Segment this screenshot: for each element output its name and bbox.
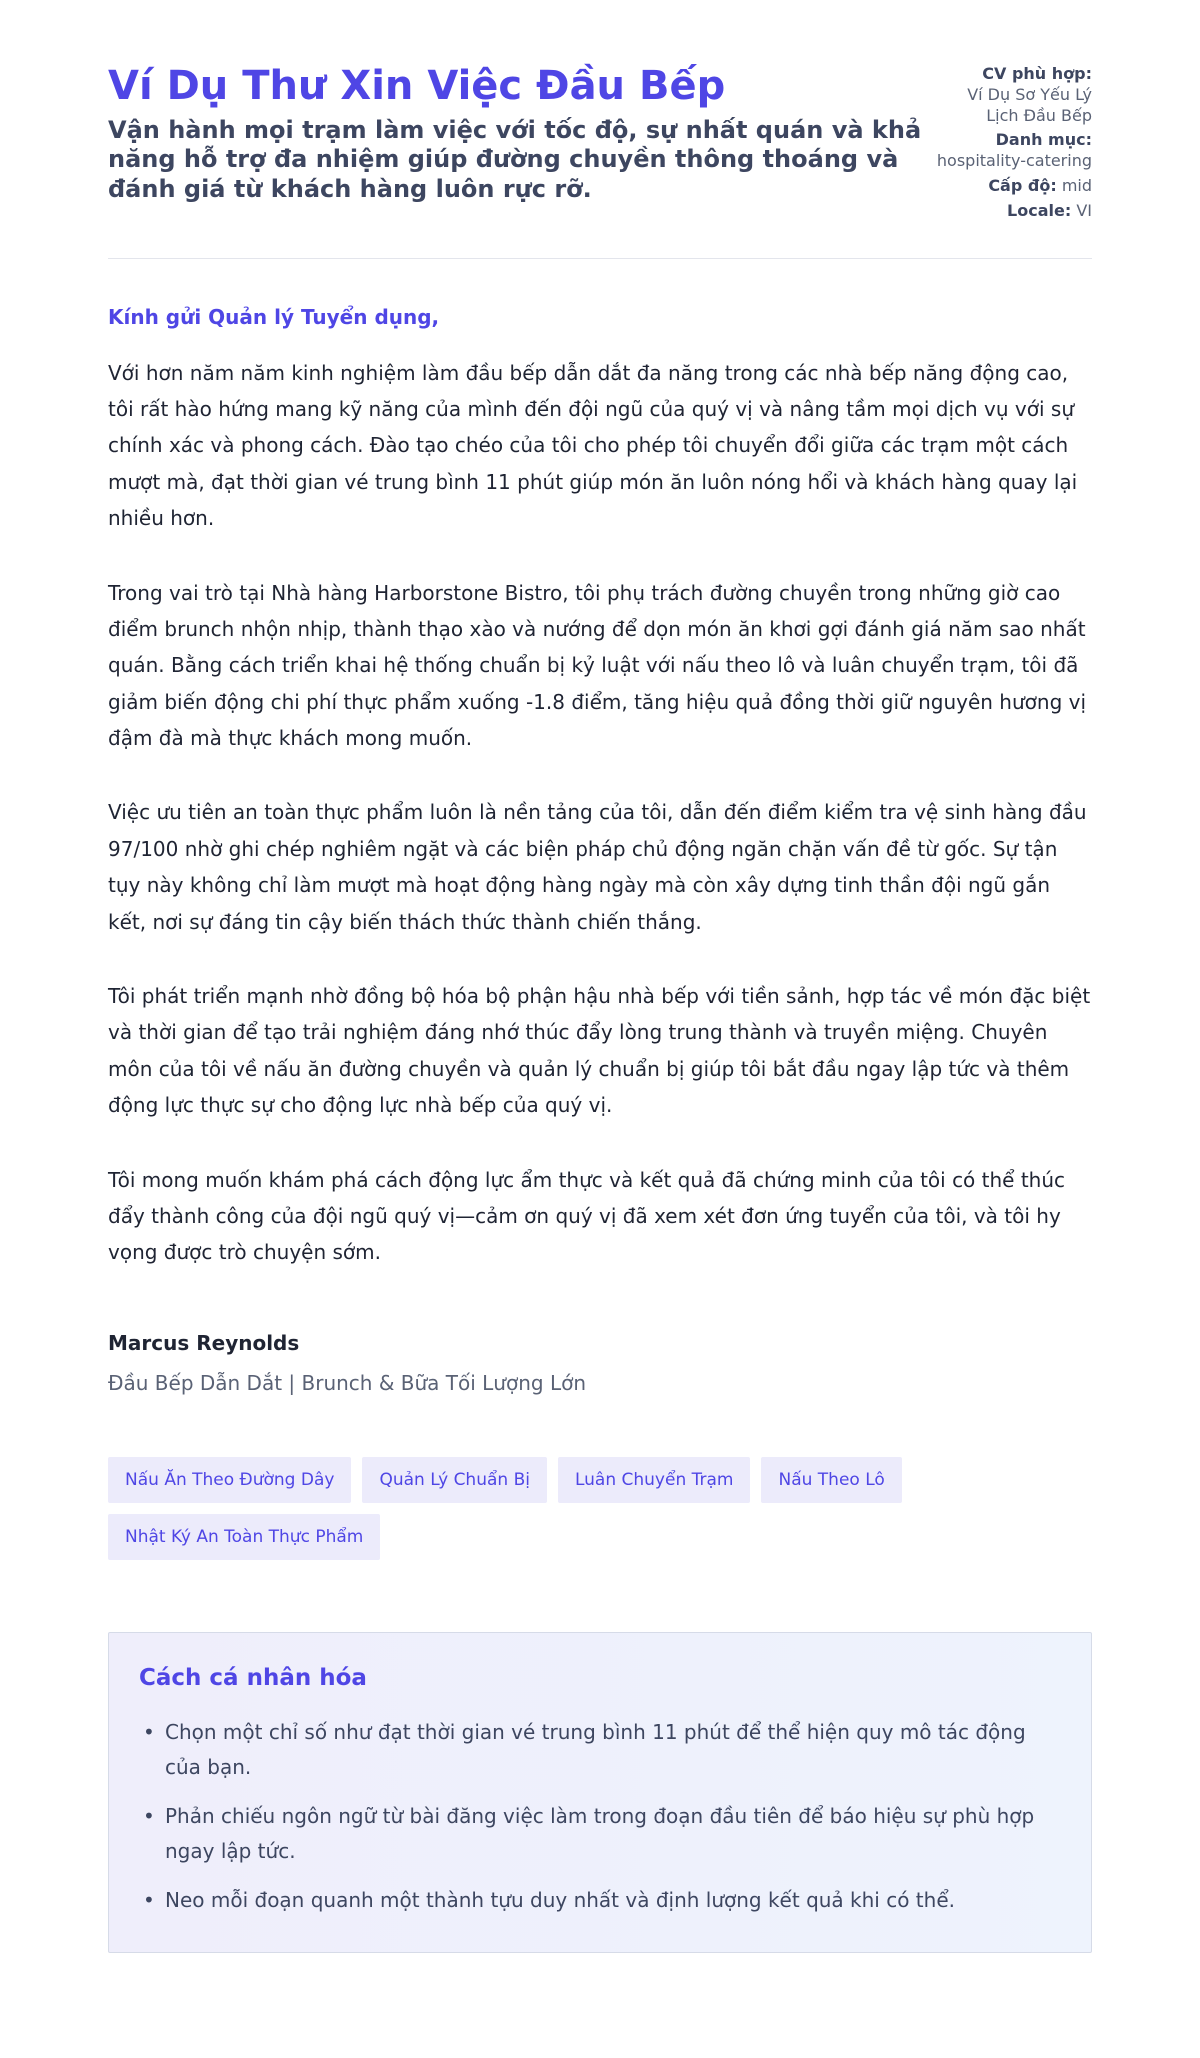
meta-category-value: hospitality-catering — [936, 151, 1092, 171]
letter-paragraph: Tôi phát triển mạnh nhờ đồng bộ hóa bộ phận hậu nhà bếp với tiền sảnh, hợp tác về món đặc biệt và thời gian để tạo trải nghiệm đáng nhớ thúc đẩy lòng trung thành và truyền miệng. Chuyên môn của tôi về nấu ăn đường chuyền và quản lý chuẩn bị giúp tôi bắt đầu ngay lập tức và thêm động lực thực sự cho động lực nhà bếp của quý vị. — [108, 984, 1091, 1118]
bullet-icon: • — [143, 1887, 155, 1912]
page-subtitle: Vận hành mọi trạm làm việc với tốc độ, sự nhất quán và khả năng hỗ trợ đa nhiệm giúp đường chuyền thông thoáng và đánh giá từ khách hàng luôn rực rỡ. — [108, 116, 922, 203]
meta-locale-label: Locale: — [1007, 200, 1072, 220]
letter-body — [108, 355, 1092, 1271]
meta-level — [932, 176, 1092, 197]
skill-tag[interactable]: Nấu Ăn Theo Đường Dây — [108, 1457, 351, 1503]
meta-locale — [932, 201, 1092, 222]
tips-title: Cách cá nhân hóa — [139, 1664, 367, 1691]
signature-name: Marcus Reynolds — [108, 1330, 300, 1355]
letter-paragraph: Tôi mong muốn khám phá cách động lực ẩm thực và kết quả đã chứng minh của tôi có thể thúc đẩy thành công của đội ngũ quý vị—cảm ơn quý vị đã xem xét đơn ứng tuyển của tôi, và tôi hy vọng được trò chuyện sớm. — [108, 1167, 1066, 1265]
personalize-tips-box — [108, 1632, 1092, 1953]
header-titles — [108, 64, 928, 204]
skill-tags — [108, 1457, 928, 1560]
bullet-icon: • — [143, 1803, 155, 1828]
skill-tag[interactable]: Nhật Ký An Toàn Thực Phẩm — [108, 1514, 380, 1560]
meta-level-value: mid — [1061, 175, 1092, 195]
meta-category-label: Danh mục: — [995, 130, 1092, 150]
tip-item — [139, 1799, 1061, 1869]
meta-level-label: Cấp độ: — [988, 175, 1057, 195]
letter-paragraph: Với hơn năm năm kinh nghiệm làm đầu bếp dẫn dắt đa năng trong các nhà bếp năng động cao, tôi rất hào hứng mang kỹ năng của mình đến đội ngũ của quý vị và nâng tầm mọi dịch vụ với sự chính xác và phong cách. Đào tạo chéo của tôi cho phép tôi chuyển đổi giữa các trạm một cách mượt mà, đạt thời gian vé trung bình 11 phút giúp món ăn luôn nóng hổi và khách hàng quay lại nhiều hơn. — [108, 360, 1078, 531]
skill-tag[interactable]: Quản Lý Chuẩn Bị — [362, 1457, 547, 1503]
signature-role: Đầu Bếp Dẫn Dắt | Brunch & Bữa Tối Lượng Lớn — [108, 1370, 586, 1395]
meta-category — [932, 130, 1092, 172]
tip-item — [139, 1715, 1061, 1785]
tip-text: Phản chiếu ngôn ngữ từ bài đăng việc làm trong đoạn đầu tiên để báo hiệu sự phù hợp ngay lập tức. — [165, 1803, 1035, 1863]
meta-cv-label: CV phù hợp: — [982, 64, 1092, 83]
salutation: Kính gửi Quản lý Tuyển dụng, — [108, 304, 440, 329]
letter-paragraph: Việc ưu tiên an toàn thực phẩm luôn là nền tảng của tôi, dẫn đến điểm kiểm tra vệ sinh hàng đầu 97/100 nhờ ghi chép nghiêm ngặt và các biện pháp chủ động ngăn chặn vấn đề từ gốc. Sự tận tụy này không chỉ làm mượt mà hoạt động hàng ngày mà còn xây dựng tinh thần đội ngũ gắn kết, nơi sự đáng tin cậy biến thách thức thành chiến thắng. — [108, 800, 1087, 934]
letter-paragraph: Trong vai trò tại Nhà hàng Harborstone Bistro, tôi phụ trách đường chuyền trong những giờ cao điểm brunch nhộn nhịp, thành thạo xào và nướng để dọn món ăn khơi gợi đánh giá năm sao nhất quán. Bằng cách triển khai hệ thống chuẩn bị kỷ luật với nấu theo lô và luân chuyển trạm, tôi đã giảm biến động chi phí thực phẩm xuống -1.8 điểm, tăng hiệu quả đồng thời giữ nguyên hương vị đậm đà mà thực khách mong muốn. — [108, 580, 1087, 751]
tip-text: Chọn một chỉ số như đạt thời gian vé trung bình 11 phút để thể hiện quy mô tác động của bạn. — [165, 1719, 1026, 1779]
skill-tag[interactable]: Nấu Theo Lô — [761, 1457, 901, 1503]
skill-tag[interactable]: Luân Chuyển Trạm — [558, 1457, 751, 1503]
signature-block — [108, 1331, 1092, 1395]
page-header — [108, 64, 1092, 259]
meta-panel — [932, 64, 1092, 226]
meta-locale-value: VI — [1076, 200, 1092, 220]
tips-list — [139, 1715, 1061, 1918]
bullet-icon: • — [143, 1719, 155, 1744]
tip-text: Neo mỗi đoạn quanh một thành tựu duy nhất và định lượng kết quả khi có thể. — [165, 1887, 955, 1912]
page-title: Ví Dụ Thư Xin Việc Đầu Bếp — [108, 63, 726, 109]
meta-cv-value[interactable]: Ví Dụ Sơ Yếu Lý Lịch Đầu Bếp — [967, 84, 1092, 125]
tip-item — [139, 1883, 1061, 1918]
meta-cv — [932, 64, 1092, 126]
